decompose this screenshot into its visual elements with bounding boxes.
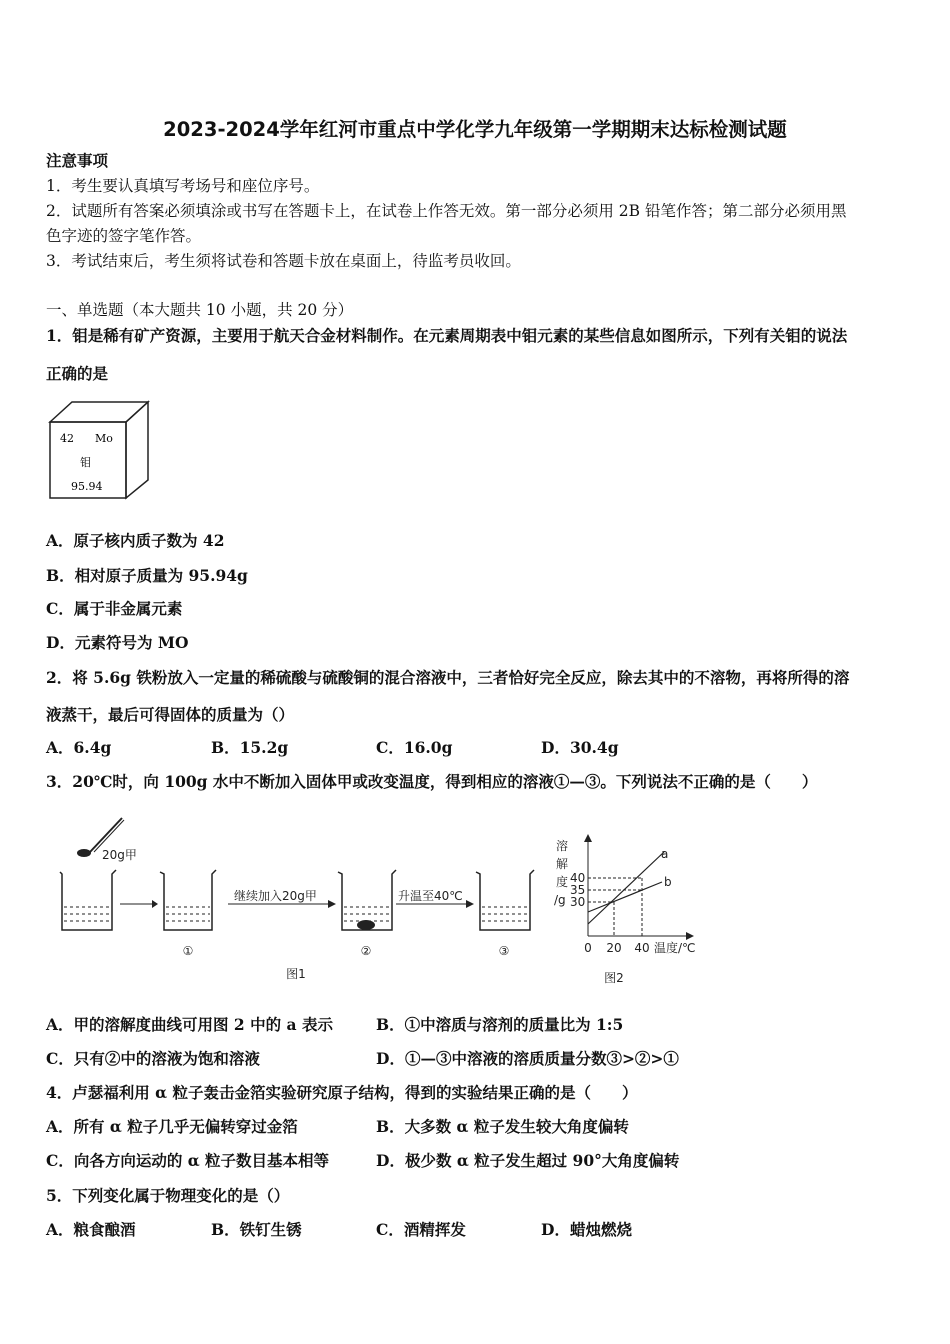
q5-stem: 5．下列变化属于物理变化的是（） (46, 1186, 290, 1205)
x-tick: 40 (634, 941, 650, 955)
element-name: 钼 (80, 456, 91, 469)
q2-option-c: C．16.0g (376, 738, 453, 757)
y-tick: 40 (570, 871, 586, 885)
q4-option-c: C．向各方向运动的 α 粒子数目基本相等 (46, 1151, 330, 1170)
q3-figure (52, 812, 712, 992)
beaker-initial (60, 870, 116, 930)
q1-stem: 1．钼是稀有矿产资源，主要用于航天合金材料制作。在元素周期表中钼元素的某些信息如图所示，下列有关钼的说法 (46, 326, 848, 345)
q1-option-d: D．元素符号为 MO (46, 633, 189, 652)
q3-option-a: A．甲的溶解度曲线可用图 2 中的 a 表示 (46, 1015, 333, 1034)
ylabel-char: 解 (556, 857, 569, 871)
element-mass: 95.94 (71, 480, 103, 493)
beaker-2 (338, 870, 396, 930)
beaker-3 (476, 870, 534, 930)
beaker-label: ① (182, 944, 194, 958)
curve-b-label: b (664, 875, 672, 889)
q2-stem: 液蒸干，最后可得固体的质量为（） (46, 705, 295, 724)
q2-stem: 2．将 5.6g 铁粉放入一定量的稀硫酸与硫酸铜的混合溶液中，三者恰好完全反应，除去其中的不溶物，再将所得的溶 (46, 668, 850, 687)
arrow-icon (152, 900, 158, 908)
q5-option-c: C．酒精挥发 (376, 1220, 466, 1239)
q5-option-b: B．铁钉生锈 (211, 1220, 302, 1239)
fig1-caption: 图1 (286, 967, 306, 981)
element-number: 42 (60, 432, 74, 445)
q3-option-c: C．只有②中的溶液为饱和溶液 (46, 1049, 260, 1068)
beaker-1 (160, 870, 216, 930)
q4-stem: 4．卢瑟福利用 α 粒子轰击金箔实验研究原子结构，得到的实验结果正确的是（ ） (46, 1083, 638, 1102)
element-symbol: Mo (95, 432, 113, 445)
x-axis-label: 温度/℃ (654, 941, 696, 955)
y-tick: 35 (570, 883, 586, 897)
section-heading: 一、单选题（本大题共 10 小题，共 20 分） (46, 301, 354, 319)
q3-option-b: B．①中溶质与溶剂的质量比为 1:5 (376, 1015, 624, 1034)
q1-stem: 正确的是 (46, 364, 109, 383)
notice-heading: 注意事项 (46, 151, 109, 170)
beaker-label: ② (360, 944, 372, 958)
arrow-icon (328, 900, 336, 908)
q4-option-b: B．大多数 α 粒子发生较大角度偏转 (376, 1117, 629, 1136)
ylabel-char: 度 (556, 875, 569, 889)
page-title: 2023-2024学年红河市重点中学化学九年级第一学期期末达标检测试题 (163, 118, 787, 141)
notice-item: 2．试题所有答案必须填涂或书写在答题卡上，在试卷上作答无效。第一部分必须用 2B 铅笔作答；第二部分必须用黑 (46, 202, 847, 220)
element-card-figure (46, 400, 156, 500)
curve-b (588, 882, 662, 912)
ylabel-char: /g (554, 893, 566, 907)
q3-option-d: D．①—③中溶液的溶质质量分数③>②>① (376, 1049, 679, 1068)
q5-option-d: D．蜡烛燃烧 (541, 1220, 632, 1239)
solubility-graph (554, 834, 696, 955)
q2-option-d: D．30.4g (541, 738, 619, 757)
y-tick: 30 (570, 895, 586, 909)
q4-option-d: D．极少数 α 粒子发生超过 90°大角度偏转 (376, 1151, 680, 1170)
q1-option-a: A．原子核内质子数为 42 (46, 531, 225, 550)
precipitate (357, 920, 375, 930)
notice-item: 1．考生要认真填写考场号和座位序号。 (46, 177, 320, 195)
q1-option-c: C．属于非金属元素 (46, 599, 183, 618)
curve-a (588, 852, 664, 924)
q1-option-b: B．相对原子质量为 95.94g (46, 566, 248, 585)
q2-option-a: A．6.4g (46, 738, 112, 757)
heat-label: 升温至40℃ (398, 889, 463, 903)
notice-item: 3．考试结束后，考生须将试卷和答题卡放在桌面上，待监考员收回。 (46, 252, 521, 270)
arrow-icon (466, 900, 474, 908)
x-tick: 20 (606, 941, 622, 955)
q4-option-a: A．所有 α 粒子几乎无偏转穿过金箔 (46, 1117, 298, 1136)
continue-label: 继续加入20g甲 (234, 889, 317, 903)
q2-option-b: B．15.2g (211, 738, 289, 757)
curve-a-label: a (661, 847, 669, 861)
q3-stem: 3．20℃时，向 100g 水中不断加入固体甲或改变温度，得到相应的溶液①—③。下列说法不正确的是（ ） (46, 772, 818, 791)
q5-option-a: A．粮食酿酒 (46, 1220, 136, 1239)
add-label: 20g甲 (102, 848, 137, 862)
fig2-caption: 图2 (604, 971, 624, 985)
notice-item: 色字迹的签字笔作答。 (46, 227, 202, 245)
beaker-label: ③ (498, 944, 510, 958)
x-tick: 0 (584, 941, 592, 955)
ylabel-char: 溶 (556, 839, 569, 853)
